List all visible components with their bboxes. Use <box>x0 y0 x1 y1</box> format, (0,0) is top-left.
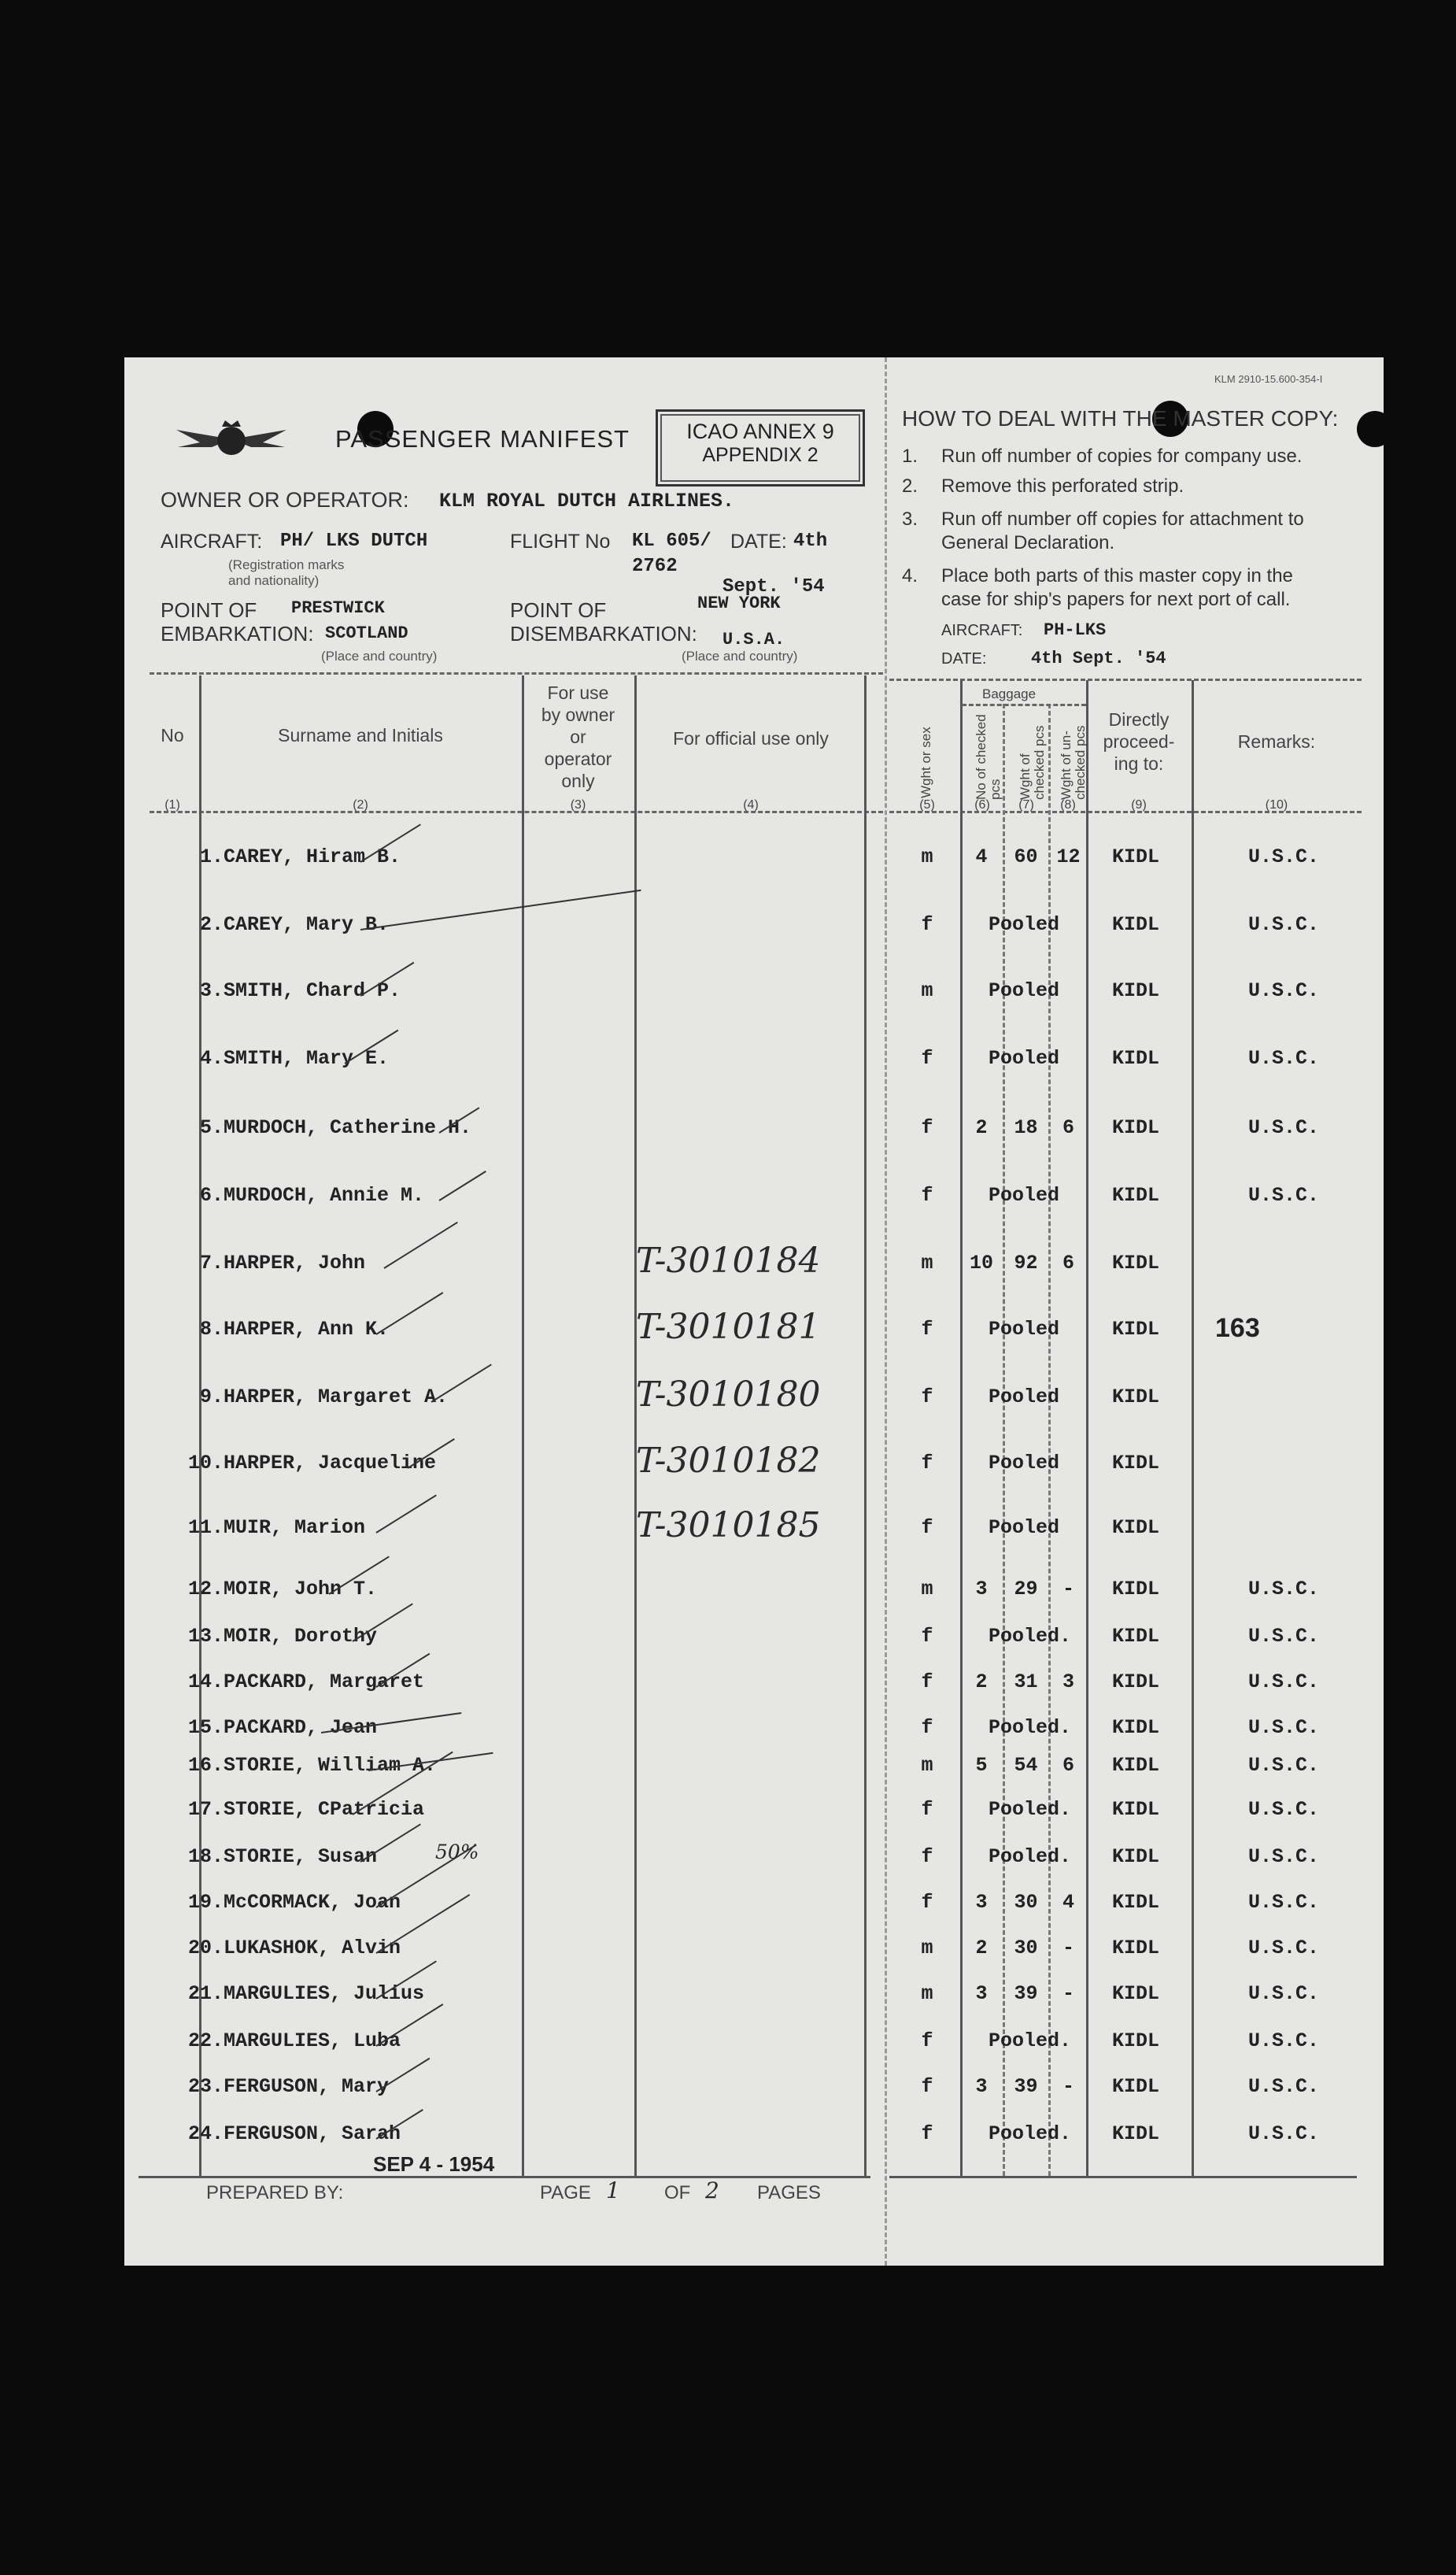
passenger-name: STORIE, William A. <box>224 1754 437 1777</box>
destination: KIDL <box>1112 1516 1160 1539</box>
unchecked-weight: 3 <box>1062 1670 1074 1693</box>
passenger-sex: m <box>921 1982 933 2005</box>
passenger-row <box>124 1307 1384 1365</box>
baggage-weight: 30 <box>1014 1891 1038 1914</box>
manifest-page <box>124 357 1384 2266</box>
remarks: U.S.C. <box>1248 1184 1320 1207</box>
passenger-row <box>124 1505 1384 1563</box>
passenger-row <box>124 2075 1384 2122</box>
passenger-name: SMITH, Chard P. <box>224 979 401 1002</box>
passenger-name: MOIR, John T. <box>224 1578 378 1600</box>
aircraft-note-2: and nationality) <box>228 573 320 588</box>
baggage-weight: 31 <box>1014 1670 1038 1693</box>
pages-label: PAGES <box>757 2182 821 2203</box>
col-num: (8) <box>1060 798 1076 812</box>
unchecked-weight: - <box>1062 1982 1074 2005</box>
col-num: (7) <box>1018 798 1034 812</box>
passenger-row <box>124 1754 1384 1801</box>
baggage-pooled: Pooled <box>989 1047 1060 1070</box>
passenger-sex: f <box>921 1798 933 1821</box>
row-number: 11. <box>187 1516 224 1539</box>
check-mark <box>360 890 641 930</box>
row-number: 10. <box>187 1452 224 1474</box>
destination: KIDL <box>1112 1386 1160 1408</box>
baggage-pieces: 4 <box>975 845 988 868</box>
passenger-sex: f <box>921 2029 933 2052</box>
passenger-row <box>124 1241 1384 1299</box>
passenger-name: MARGULIES, Julius <box>224 1982 425 2005</box>
baggage-pieces: 2 <box>975 1670 988 1693</box>
passenger-row <box>124 1798 1384 1845</box>
date-value: 4th <box>793 531 828 552</box>
destination: KIDL <box>1112 1184 1160 1207</box>
remarks: 163 <box>1215 1313 1260 1343</box>
passenger-sex: f <box>921 1047 933 1070</box>
baggage-pooled: Pooled <box>989 979 1060 1002</box>
destination: KIDL <box>1112 1252 1160 1275</box>
col-num: (9) <box>1131 798 1147 812</box>
passenger-name: PACKARD, Jean <box>224 1716 378 1739</box>
table-bottom-rule <box>139 2176 870 2178</box>
instruction-num-2: 2. <box>902 475 918 497</box>
instruction-text-1: Run off number of copies for company use. <box>941 446 1303 467</box>
baggage-pieces: 3 <box>975 1891 988 1914</box>
instructions-aircraft-label: AIRCRAFT: <box>941 622 1023 639</box>
prepared-by-label: PREPARED BY: <box>206 2182 344 2203</box>
baggage-pooled: Pooled <box>989 1318 1060 1341</box>
destination: KIDL <box>1112 1937 1160 1959</box>
row-number: 17. <box>187 1798 224 1821</box>
row-number: 24. <box>187 2122 224 2145</box>
row-number: 12. <box>187 1578 224 1600</box>
baggage-pieces: 5 <box>975 1754 988 1777</box>
row-number: 22. <box>187 2029 224 2052</box>
passenger-sex: f <box>921 1516 933 1539</box>
col-header-wght: Wght of checked pcs <box>1018 725 1047 800</box>
flight-value: KL 605/ <box>632 531 711 552</box>
aircraft-value: PH/ LKS DUTCH <box>280 531 428 552</box>
col-header-pcs: No of checked pcs <box>974 714 1003 800</box>
passenger-row <box>124 1625 1384 1672</box>
unchecked-weight: - <box>1062 1937 1074 1959</box>
passenger-row <box>124 845 1384 893</box>
of-label: OF <box>664 2182 691 2203</box>
passenger-row <box>124 913 1384 960</box>
remarks: U.S.C. <box>1248 1754 1320 1777</box>
passenger-row <box>124 2029 1384 2077</box>
baggage-weight: 30 <box>1014 1937 1038 1959</box>
baggage-pieces: 3 <box>975 1578 988 1600</box>
baggage-weight: 92 <box>1014 1252 1038 1275</box>
unchecked-weight: - <box>1062 1578 1074 1600</box>
remarks: U.S.C. <box>1248 1937 1320 1959</box>
remarks: U.S.C. <box>1248 2122 1320 2145</box>
passenger-name: MOIR, Dorothy <box>224 1625 378 1648</box>
destination: KIDL <box>1112 2122 1160 2145</box>
destination: KIDL <box>1112 1670 1160 1693</box>
baggage-pieces: 2 <box>975 1116 988 1139</box>
instructions-date-label: DATE: <box>941 650 987 668</box>
passenger-name: CAREY, Hiram B. <box>224 845 401 868</box>
date-stamp: SEP 4 - 1954 <box>373 2152 495 2176</box>
col-header-official: For official use only <box>673 728 829 749</box>
row-number: 16. <box>187 1754 224 1777</box>
col-header-proceeding: Directly proceed- ing to: <box>1103 709 1175 774</box>
passenger-row <box>124 1891 1384 1938</box>
col-num: (4) <box>743 798 759 812</box>
check-mark <box>431 1363 491 1402</box>
annex-line-2: APPENDIX 2 <box>702 444 819 466</box>
destination: KIDL <box>1112 1716 1160 1739</box>
page-label: PAGE <box>540 2182 591 2203</box>
passenger-sex: f <box>921 913 933 936</box>
passenger-sex: f <box>921 1184 933 1207</box>
destination: KIDL <box>1112 2075 1160 2098</box>
date-value-2: Sept. '54 <box>722 576 825 598</box>
instruction-text-2: Remove this perforated strip. <box>941 475 1184 497</box>
row-number: 18. <box>187 1845 224 1868</box>
passenger-sex: f <box>921 1716 933 1739</box>
remarks: U.S.C. <box>1248 1982 1320 2005</box>
owner-label: OWNER OR OPERATOR: <box>161 488 409 512</box>
baggage-pieces: 3 <box>975 2075 988 2098</box>
passenger-sex: m <box>921 1578 933 1600</box>
destination: KIDL <box>1112 1578 1160 1600</box>
official-use-number: T-3010181 <box>636 1307 821 1347</box>
baggage-pooled: Pooled <box>989 1452 1060 1474</box>
destination: KIDL <box>1112 1047 1160 1070</box>
disembarkation-value-2: U.S.A. <box>722 630 785 649</box>
instruction-text-3b: General Declaration. <box>941 532 1115 553</box>
passenger-row <box>124 1184 1384 1231</box>
baggage-weight: 54 <box>1014 1754 1038 1777</box>
row-number: 6. <box>199 1184 224 1207</box>
passenger-row <box>124 1047 1384 1094</box>
baggage-pooled: Pooled. <box>989 2029 1072 2052</box>
passenger-row <box>124 2122 1384 2170</box>
baggage-pooled: Pooled <box>989 913 1060 936</box>
destination: KIDL <box>1112 1754 1160 1777</box>
official-use-number: T-3010185 <box>636 1505 821 1545</box>
form-code: KLM 2910-15.600-354-I <box>1214 373 1323 385</box>
destination: KIDL <box>1112 1982 1160 2005</box>
col-header-baggage: Baggage <box>982 686 1037 701</box>
destination: KIDL <box>1112 1845 1160 1868</box>
destination: KIDL <box>1112 979 1160 1002</box>
passenger-sex: f <box>921 1625 933 1648</box>
embarkation-value-2: SCOTLAND <box>325 623 408 643</box>
col-num: (2) <box>353 798 368 812</box>
baggage-pieces: 2 <box>975 1937 988 1959</box>
row-number: 19. <box>187 1891 224 1914</box>
aircraft-note-1: (Registration marks <box>228 557 345 572</box>
col-header-sex: Wght or sex <box>918 727 933 798</box>
passenger-name: FERGUSON, Sarah <box>224 2122 401 2145</box>
flight-value-2: 2762 <box>632 556 678 577</box>
remarks: U.S.C. <box>1248 1047 1320 1070</box>
unchecked-weight: 6 <box>1062 1252 1074 1275</box>
baggage-pooled: Pooled <box>989 1386 1060 1408</box>
check-mark <box>375 1494 436 1533</box>
passenger-name: FERGUSON, Mary <box>224 2075 390 2098</box>
row-number: 2. <box>199 913 224 936</box>
row-number: 14. <box>187 1670 224 1693</box>
instructions-title: HOW TO DEAL WITH THE MASTER COPY: <box>902 406 1339 431</box>
baggage-pooled: Pooled. <box>989 1716 1072 1739</box>
row-number: 3. <box>199 979 224 1002</box>
row-number: 23. <box>187 2075 224 2098</box>
passenger-row <box>124 1841 1384 1892</box>
instruction-num-3: 3. <box>902 509 918 530</box>
col-num: (1) <box>164 798 180 812</box>
baggage-pooled: Pooled. <box>989 2122 1072 2145</box>
baggage-pooled: Pooled <box>989 1516 1060 1539</box>
disembarkation-label-1: POINT OF <box>510 598 607 622</box>
col-header-surname: Surname and Initials <box>278 725 443 745</box>
unchecked-weight: - <box>1062 2075 1074 2098</box>
row-number: 1. <box>199 845 224 868</box>
unchecked-weight: 6 <box>1062 1754 1074 1777</box>
remarks: U.S.C. <box>1248 1716 1320 1739</box>
instructions-aircraft-value: PH-LKS <box>1044 620 1107 640</box>
total-pages: 2 <box>705 2177 719 2203</box>
instruction-text-4: Place both parts of this master copy in the <box>941 565 1293 586</box>
remarks: U.S.C. <box>1248 2029 1320 2052</box>
remarks: U.S.C. <box>1248 1891 1320 1914</box>
instruction-text-4b: case for ship's papers for next port of call. <box>941 589 1291 610</box>
remarks: U.S.C. <box>1248 2075 1320 2098</box>
passenger-name: CAREY, Mary B. <box>224 913 390 936</box>
klm-logo-icon <box>168 416 294 467</box>
row-number: 8. <box>199 1318 224 1341</box>
header-top-rule <box>150 672 883 675</box>
passenger-row <box>124 1116 1384 1164</box>
passenger-name: STORIE, CPatricia <box>224 1798 425 1821</box>
instruction-num-1: 1. <box>902 446 918 467</box>
check-mark <box>438 1171 486 1201</box>
baggage-pooled: Pooled. <box>989 1845 1072 1868</box>
passenger-sex: m <box>921 845 933 868</box>
passenger-name: MURDOCH, Catherine H. <box>224 1116 472 1139</box>
destination: KIDL <box>1112 2029 1160 2052</box>
col-num: (6) <box>974 798 990 812</box>
date-label: DATE: <box>730 531 787 553</box>
baggage-weight: 39 <box>1014 1982 1038 2005</box>
passenger-sex: m <box>921 979 933 1002</box>
col-header-unchecked: Wght of un-checked pcs <box>1059 725 1088 800</box>
passenger-name: MUIR, Marion <box>224 1516 366 1539</box>
row-number: 7. <box>199 1252 224 1275</box>
disembarkation-value-1: NEW YORK <box>697 594 781 613</box>
passenger-sex: f <box>921 1318 933 1341</box>
unchecked-weight: 12 <box>1056 845 1081 868</box>
baggage-pooled: Pooled. <box>989 1625 1072 1648</box>
passenger-sex: f <box>921 2075 933 2098</box>
passenger-name: HARPER, Margaret A. <box>224 1386 449 1408</box>
remarks: U.S.C. <box>1248 1625 1320 1648</box>
row-number: 21. <box>187 1982 224 2005</box>
disembarkation-note: (Place and country) <box>682 649 798 664</box>
passenger-sex: f <box>921 1845 933 1868</box>
page-number: 1 <box>606 2177 620 2203</box>
disembarkation-label-2: DISEMBARKATION: <box>510 622 697 646</box>
punch-hole <box>1357 411 1393 447</box>
destination: KIDL <box>1112 1452 1160 1474</box>
col-num: (3) <box>570 798 586 812</box>
passenger-name: MURDOCH, Annie M. <box>224 1184 425 1207</box>
instruction-text-3: Run off number off copies for attachment to <box>941 509 1304 530</box>
instructions-date-value: 4th Sept. '54 <box>1031 649 1166 668</box>
passenger-sex: m <box>921 1252 933 1275</box>
remarks: U.S.C. <box>1248 1670 1320 1693</box>
remarks: U.S.C. <box>1248 1578 1320 1600</box>
destination: KIDL <box>1112 1116 1160 1139</box>
passenger-row <box>124 1441 1384 1499</box>
row-number: 5. <box>199 1116 224 1139</box>
destination: KIDL <box>1112 1798 1160 1821</box>
unchecked-weight: 4 <box>1062 1891 1074 1914</box>
passenger-sex: f <box>921 1116 933 1139</box>
passenger-name: STORIE, Susan <box>224 1845 378 1868</box>
embarkation-label-2: EMBARKATION: <box>161 622 314 646</box>
passenger-sex: f <box>921 2122 933 2145</box>
baggage-weight: 39 <box>1014 2075 1038 2098</box>
page-title: PASSENGER MANIFEST <box>335 425 630 453</box>
passenger-sex: f <box>921 1386 933 1408</box>
passenger-row <box>124 1982 1384 2029</box>
col-header-remarks: Remarks: <box>1237 731 1316 752</box>
passenger-name: MARGULIES, Luba <box>224 2029 401 2052</box>
passenger-sex: f <box>921 1670 933 1693</box>
passenger-sex: m <box>921 1937 933 1959</box>
baggage-weight: 29 <box>1014 1578 1038 1600</box>
table-bottom-rule-right <box>889 2176 1357 2178</box>
row-number: 4. <box>199 1047 224 1070</box>
passenger-row <box>124 1578 1384 1625</box>
remarks: U.S.C. <box>1248 1798 1320 1821</box>
col-num: (5) <box>919 798 935 812</box>
row-number: 15. <box>187 1716 224 1739</box>
passenger-name: HARPER, Ann K. <box>224 1318 390 1341</box>
destination: KIDL <box>1112 1625 1160 1648</box>
remarks: U.S.C. <box>1248 1845 1320 1868</box>
baggage-weight: 60 <box>1014 845 1038 868</box>
embarkation-label-1: POINT OF <box>161 598 257 622</box>
official-use-number: T-3010184 <box>636 1241 821 1281</box>
embarkation-note: (Place and country) <box>321 649 438 664</box>
passenger-sex: f <box>921 1452 933 1474</box>
remarks: U.S.C. <box>1248 845 1320 868</box>
passenger-name: McCORMACK, Joan <box>224 1891 401 1914</box>
row-number: 9. <box>199 1386 224 1408</box>
passenger-sex: f <box>921 1891 933 1914</box>
row-number: 13. <box>187 1625 224 1648</box>
unchecked-weight: 6 <box>1062 1116 1074 1139</box>
baggage-pooled: Pooled. <box>989 1798 1072 1821</box>
baggage-weight: 18 <box>1014 1116 1038 1139</box>
remarks: U.S.C. <box>1248 913 1320 936</box>
col-num: (10) <box>1265 798 1288 812</box>
instruction-num-4: 4. <box>902 565 918 586</box>
col-header-no: No <box>161 725 184 745</box>
destination: KIDL <box>1112 1891 1160 1914</box>
embarkation-value-1: PRESTWICK <box>291 598 385 618</box>
passenger-row <box>124 1937 1384 1984</box>
passenger-name: PACKARD, Margaret <box>224 1670 425 1693</box>
destination: KIDL <box>1112 1318 1160 1341</box>
passenger-row <box>124 979 1384 1027</box>
passenger-name: SMITH, Mary E. <box>224 1047 390 1070</box>
official-use-number: T-3010180 <box>636 1374 821 1415</box>
remarks: U.S.C. <box>1248 979 1320 1002</box>
owner-value: KLM ROYAL DUTCH AIRLINES. <box>439 490 735 512</box>
passenger-row <box>124 1374 1384 1433</box>
passenger-row <box>124 1670 1384 1718</box>
row-number: 20. <box>187 1937 224 1959</box>
destination: KIDL <box>1112 845 1160 868</box>
baggage-rule <box>962 704 1086 706</box>
annex-line-1: ICAO ANNEX 9 <box>686 420 834 443</box>
remarks: U.S.C. <box>1248 1116 1320 1139</box>
official-use-number: T-3010182 <box>636 1441 821 1481</box>
destination: KIDL <box>1112 913 1160 936</box>
baggage-pieces: 3 <box>975 1982 988 2005</box>
baggage-pieces: 10 <box>969 1252 993 1275</box>
aircraft-label: AIRCRAFT: <box>161 531 263 553</box>
baggage-pooled: Pooled <box>989 1184 1060 1207</box>
passenger-note: 50% <box>435 1841 479 1863</box>
passenger-sex: m <box>921 1754 933 1777</box>
passenger-name: HARPER, Jacqueline <box>224 1452 437 1474</box>
col-header-owner-use: For use by owner or operator only <box>541 683 615 791</box>
passenger-name: LUKASHOK, Alvin <box>224 1937 401 1959</box>
icao-annex-box <box>656 409 865 487</box>
flight-label: FLIGHT No <box>510 531 611 553</box>
passenger-name: HARPER, John <box>224 1252 366 1275</box>
